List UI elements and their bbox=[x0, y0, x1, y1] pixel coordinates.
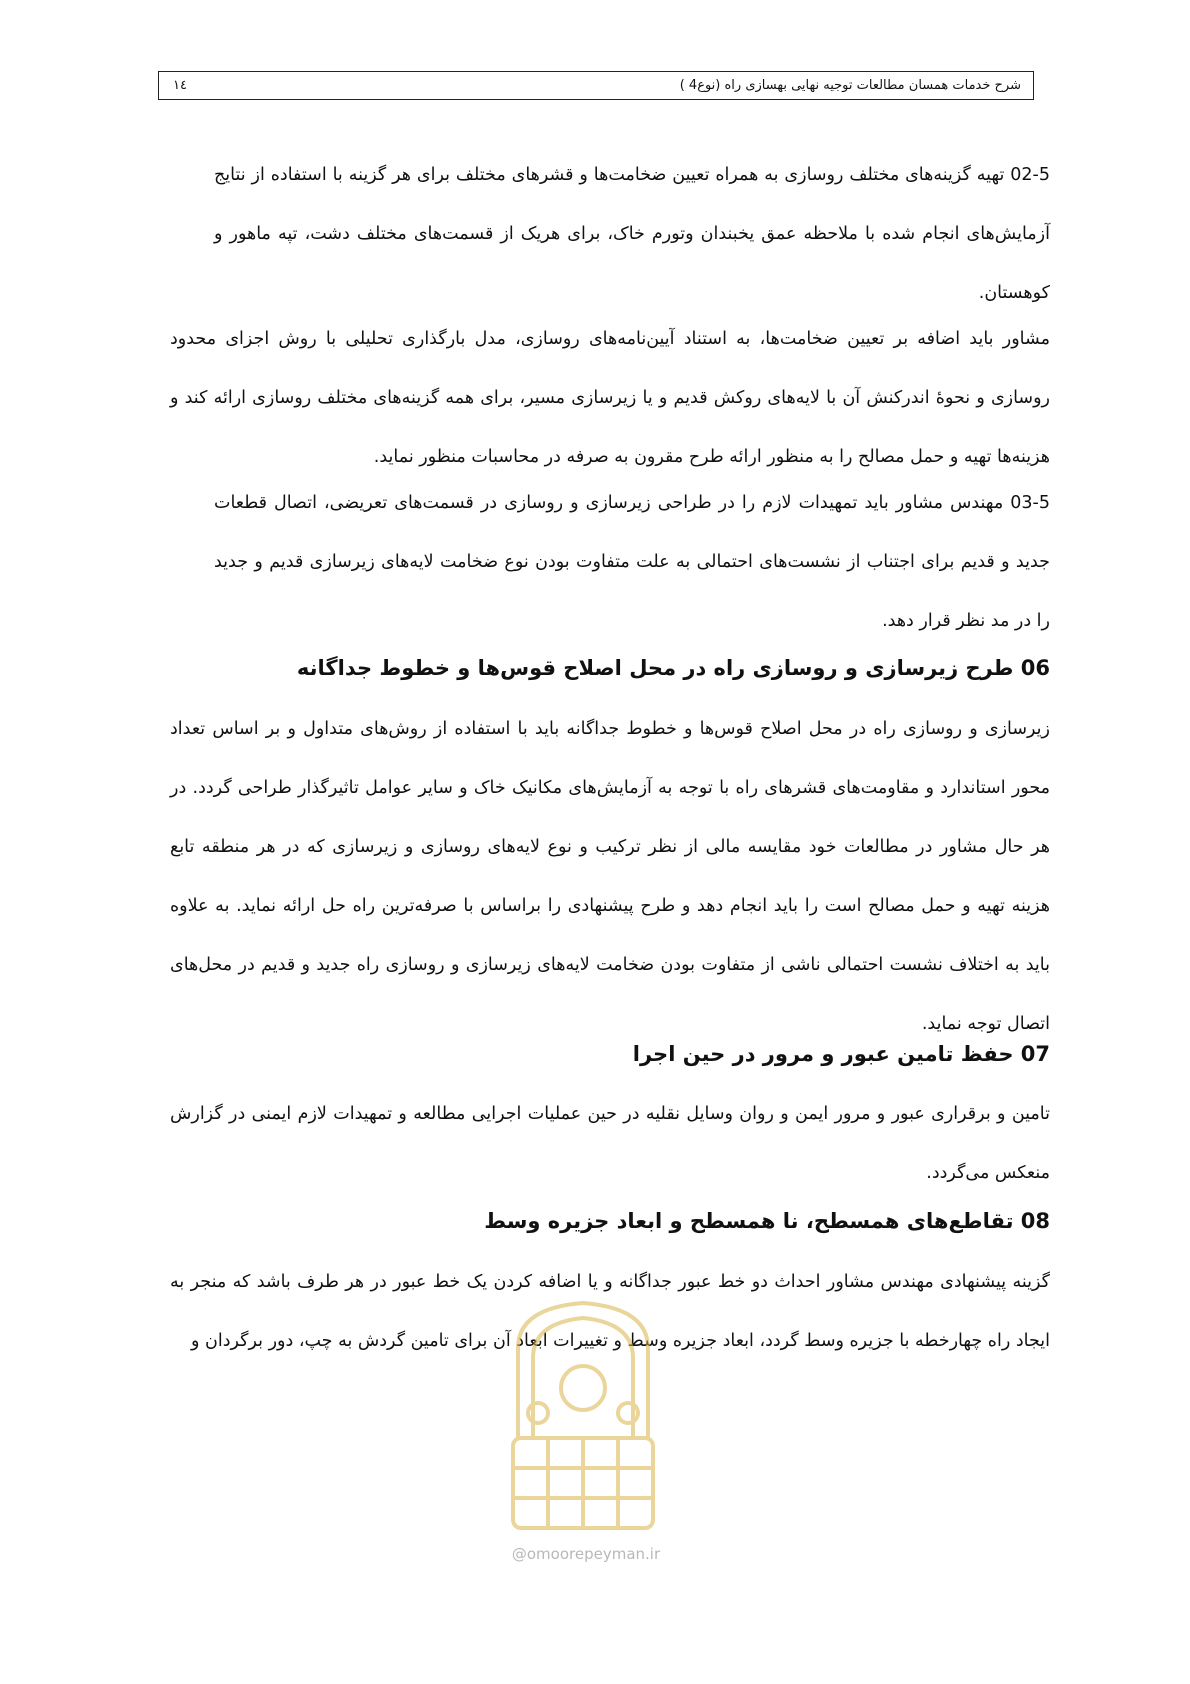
page-number: ۱٤ bbox=[173, 78, 187, 93]
watermark-url: @omoorepeyman.ir bbox=[511, 1545, 661, 1563]
section-07-body bbox=[170, 1085, 1050, 1203]
section-07 bbox=[170, 1039, 1050, 1069]
section-06 bbox=[170, 653, 1050, 683]
paragraph-advisor: مشاور باید اضافه بر تعیین ضخامت‌ها، به استناد آیین‌نامه‌های روسازی، مدل بارگذاری تحلیلی با روش اجزای محدود روسازی و نحوهٔ اندرکنش آن با لایه‌های روکش قدیم و یا زیرسازی مسیر، برای همه گزینه‌های مختلف روسازی ارائه کند و هزینه‌ها تهیه و حمل مصالح را به منظور ارائه طرح مقرون به صرفه در محاسبات منظور نماید. bbox=[170, 329, 1050, 467]
paragraph-07: تامین و برقراری عبور و مرور ایمن و روان وسایل نقلیه در حین عملیات اجرایی مطالعه و تمهیدات لازم ایمنی در گزارش منعکس می‌گردد. bbox=[170, 1104, 1050, 1183]
page-header bbox=[158, 71, 1034, 100]
paragraph-08: گزینه پیشنهادی مهندس مشاور احداث دو خط عبور جداگانه و یا اضافه کردن یک خط عبور در هر طرف باشد که منجر به ایجاد راه چهارخطه با جزیره وسط گردد، ابعاد جزیره وسط و تغییرات ابعاد آن برای تامین گردش به چپ، دور برگردان و bbox=[170, 1272, 1050, 1351]
heading-07: 07 حفظ تامین عبور و مرور در حین اجرا bbox=[632, 1042, 1050, 1066]
section-06-body bbox=[170, 700, 1050, 1054]
paragraph-02-5: 02-5 تهیه گزینه‌های مختلف روسازی به همراه تعیین ضخامت‌ها و قشرهای مختلف برای هر گزینه با استفاده از نتایج آزمایش‌های انجام شده با ملاحظه عمق یخبندان وتورم خاک، برای هریک از قسمت‌های مختلف دشت، تپه ماهور و کوهستان. bbox=[214, 165, 1050, 303]
watermark-logo bbox=[478, 1288, 688, 1548]
section-03-5 bbox=[170, 474, 1050, 651]
header-title: شرح خدمات همسان مطالعات توجیه نهایی بهسازی راه (نوع4 ) bbox=[679, 78, 1021, 93]
paragraph-06: زیرسازی و روسازی راه در محل اصلاح قوس‌ها و خطوط جداگانه باید با استفاده از روش‌های متداول و بر اساس تعداد محور استاندارد و مقاومت‌های قشرهای راه با توجه به آزمایش‌های مکانیک خاک و سایر عوامل تاثیرگذار طراحی گردد. در هر حال مشاور در مطالعات خود مقایسه مالی از نظر ترکیب و نوع لایه‌های روسازی و زیرسازی که در هر منطقه تابع هزینه تهیه و حمل مصالح است را باید انجام دهد و طرح پیشنهادی را براساس با صرفه‌ترین راه حل ارائه نماید. به علاوه باید به اختلاف نشست احتمالی ناشی از متفاوت بودن ضخامت لایه‌های زیرسازی و روسازی راه جدید و قدیم در محل‌های اتصال توجه نماید. bbox=[170, 719, 1050, 1034]
heading-08: 08 تقاطع‌های همسطح، نا همسطح و ابعاد جزیره وسط bbox=[484, 1209, 1050, 1233]
paragraph-03-5: 03-5 مهندس مشاور باید تمهیدات لازم را در طراحی زیرسازی و روسازی در قسمت‌های تعریضی، اتصال قطعات جدید و قدیم برای اجتناب از نشست‌های احتمالی به علت متفاوت بودن نوع ضخامت لایه‌های زیرسازی قدیم و جدید را در مد نظر قرار دهد. bbox=[214, 493, 1050, 631]
section-02-5 bbox=[170, 146, 1050, 323]
section-08 bbox=[170, 1206, 1050, 1236]
section-advisor-note bbox=[170, 310, 1050, 487]
heading-06: 06 طرح زیرسازی و روسازی راه در محل اصلاح قوس‌ها و خطوط جداگانه bbox=[296, 656, 1050, 680]
